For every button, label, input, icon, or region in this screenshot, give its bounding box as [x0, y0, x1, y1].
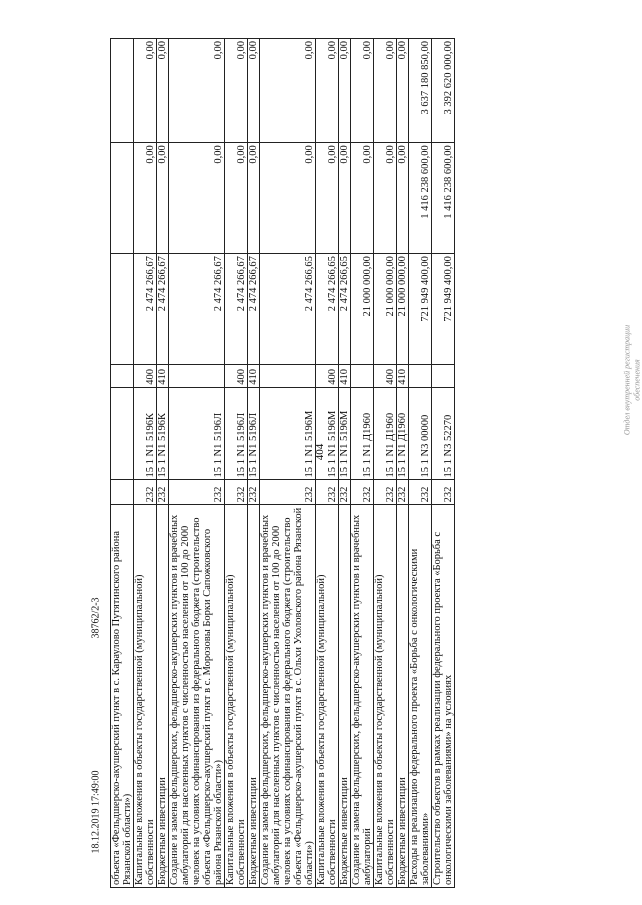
row-ministry-code: 232: [157, 480, 169, 505]
row-expense-type: [260, 365, 316, 388]
row-amount-2021: 0,00: [374, 143, 397, 254]
row-expense-type: 400: [134, 365, 157, 388]
row-expense-type: 410: [397, 365, 409, 388]
row-expense-type: 400: [316, 365, 339, 388]
row-ministry-code: 232: [351, 480, 374, 505]
row-amount-2020: 2 474 266,67: [157, 254, 169, 365]
row-target-code: 15 1 N1 5196М: [339, 387, 351, 480]
row-ministry-code: 232: [248, 480, 260, 505]
row-expense-type: 400: [374, 365, 397, 388]
table-row: [374, 39, 397, 888]
row-amount-2022: 0,00: [339, 39, 351, 143]
page-number: 404: [314, 443, 326, 461]
row-amount-2022: 0,00: [248, 39, 260, 143]
table-row: [409, 39, 432, 888]
row-target-code: 15 1 N3 00000: [409, 387, 432, 480]
row-amount-2021: 0,00: [339, 143, 351, 254]
row-amount-2022: 0,00: [351, 39, 374, 143]
row-target-code: 15 1 N1 5196Л: [225, 387, 248, 480]
row-amount-2022: 0,00: [316, 39, 339, 143]
row-ministry-code: 232: [432, 480, 455, 505]
row-amount-2021: 0,00: [225, 143, 248, 254]
row-ministry-code: 232: [260, 480, 316, 505]
row-expense-type: [111, 365, 134, 388]
row-ministry-code: 232: [134, 480, 157, 505]
row-target-code: 15 1 N1 5196М: [260, 387, 316, 480]
row-target-code: 15 1 N1 5196К: [134, 387, 157, 480]
row-target-code: [111, 387, 134, 480]
row-target-code: 15 1 N1 Д1960: [374, 387, 397, 480]
row-amount-2020: 2 474 266,65: [339, 254, 351, 365]
row-expense-type: [169, 365, 225, 388]
table-row: [169, 39, 225, 888]
table-row: [397, 39, 409, 888]
row-description: Капитальные вложения в объекты государственной (муниципальной) собственности: [374, 505, 397, 888]
table-row: [134, 39, 157, 888]
row-expense-type: 410: [157, 365, 169, 388]
row-amount-2020: 721 949 400,00: [409, 254, 432, 365]
row-description: объекта «Фельдшерско-акушерский пункт в с. Карауловo Путятинского района Рязанской области»): [111, 505, 134, 888]
row-target-code: 15 1 N1 Д1960: [397, 387, 409, 480]
row-amount-2020: 721 949 400,00: [432, 254, 455, 365]
table-row: [157, 39, 169, 888]
row-amount-2022: 0,00: [157, 39, 169, 143]
row-ministry-code: 232: [169, 480, 225, 505]
row-ministry-code: 232: [225, 480, 248, 505]
row-description: Бюджетные инвестиции: [339, 505, 351, 888]
row-amount-2020: 2 474 266,67: [225, 254, 248, 365]
stamp-line-1: Отдел внутренней регистрации: [622, 324, 632, 436]
row-amount-2022: 0,00: [225, 39, 248, 143]
row-amount-2022: 0,00: [374, 39, 397, 143]
table-row: [316, 39, 339, 888]
row-expense-type: [351, 365, 374, 388]
row-ministry-code: 232: [339, 480, 351, 505]
row-description: Бюджетные инвестиции: [248, 505, 260, 888]
row-amount-2021: 1 416 238 600,00: [432, 143, 455, 254]
row-amount-2021: 0,00: [248, 143, 260, 254]
row-target-code: 15 1 N1 Д1960: [351, 387, 374, 480]
row-ministry-code: 232: [397, 480, 409, 505]
budget-table-body: [111, 39, 455, 888]
row-amount-2021: 0,00: [316, 143, 339, 254]
row-target-code: 15 1 N1 5196Л: [248, 387, 260, 480]
registration-stamp: [622, 325, 641, 435]
table-row: [432, 39, 455, 888]
row-amount-2021: 0,00: [351, 143, 374, 254]
row-amount-2022: 3 392 620 000,00: [432, 39, 455, 143]
row-amount-2022: 0,00: [397, 39, 409, 143]
row-amount-2020: 21 000 000,00: [351, 254, 374, 365]
row-description: Создание и замена фельдшерских, фельдшерско-акушерских пунктов и врачебных амбулаторий для населенных пунктов с численностью населения от 100 до 2000 человек на условиях софинансирования из федерального бюджета (строительство объекта «Фельдшерско-акушерский пункт в с. Ольхи Ухоловского района Рязанской области»): [260, 505, 316, 888]
footer-datetime: 18.12.2019 17:49:00: [90, 770, 102, 854]
row-target-code: 15 1 N3 52270: [432, 387, 455, 480]
row-amount-2021: 0,00: [260, 143, 316, 254]
row-ministry-code: 232: [409, 480, 432, 505]
row-amount-2021: 1 416 238 600,00: [409, 143, 432, 254]
row-amount-2020: 2 474 266,65: [316, 254, 339, 365]
row-expense-type: [409, 365, 432, 388]
row-amount-2020: [111, 254, 134, 365]
budget-table: [110, 38, 455, 888]
row-amount-2021: 0,00: [397, 143, 409, 254]
row-expense-type: 410: [339, 365, 351, 388]
row-amount-2022: [111, 39, 134, 143]
footer-doc-code: 38762/2-3: [90, 597, 102, 639]
row-amount-2021: 0,00: [169, 143, 225, 254]
table-row: [248, 39, 260, 888]
row-target-code: 15 1 N1 5196М: [316, 387, 339, 480]
row-target-code: 15 1 N1 5196К: [157, 387, 169, 480]
row-description: Создание и замена фельдшерских, фельдшерско-акушерских пунктов и врачебных амбулаторий: [351, 505, 374, 888]
rotated-budget-table-container: [110, 38, 580, 888]
row-amount-2021: 0,00: [134, 143, 157, 254]
row-description: Расходы на реализацию федерального проекта «Борьба с онкологическими заболеваниями»: [409, 505, 432, 888]
row-expense-type: 410: [248, 365, 260, 388]
row-ministry-code: [111, 480, 134, 505]
row-description: Бюджетные инвестиции: [157, 505, 169, 888]
row-amount-2021: [111, 143, 134, 254]
stamp-line-2: обеспечения: [632, 359, 641, 401]
row-description: Создание и замена фельдшерских, фельдшерско-акушерских пунктов и врачебных амбулаторий для населенных пунктов с численностью населения от 100 до 2000 человек на условиях софинансирования из федерального бюджета (строительство объекта «Фельдшерско-акушерский пункт в с. Морозовы Борки Сапожковского района Рязанской области»): [169, 505, 225, 888]
row-amount-2022: 0,00: [169, 39, 225, 143]
row-description: Строительство объектов в рамках реализации федерального проекта «Борьба с онкологическими заболеваниями» на условиях: [432, 505, 455, 888]
row-amount-2020: 2 474 266,65: [260, 254, 316, 365]
row-description: Капитальные вложения в объекты государственной (муниципальной) собственности: [225, 505, 248, 888]
row-amount-2022: 0,00: [134, 39, 157, 143]
table-row: [260, 39, 316, 888]
row-description: Капитальные вложения в объекты государственной (муниципальной) собственности: [316, 505, 339, 888]
row-target-code: 15 1 N1 5196Л: [169, 387, 225, 480]
table-row: [339, 39, 351, 888]
table-row: [111, 39, 134, 888]
row-ministry-code: 232: [316, 480, 339, 505]
table-row: [351, 39, 374, 888]
row-amount-2021: 0,00: [157, 143, 169, 254]
row-description: Бюджетные инвестиции: [397, 505, 409, 888]
row-amount-2022: 3 637 180 850,00: [409, 39, 432, 143]
row-expense-type: [432, 365, 455, 388]
row-amount-2020: 2 474 266,67: [248, 254, 260, 365]
row-amount-2020: 21 000 000,00: [397, 254, 409, 365]
row-amount-2020: 2 474 266,67: [134, 254, 157, 365]
row-description: Капитальные вложения в объекты государственной (муниципальной) собственности: [134, 505, 157, 888]
row-amount-2020: 2 474 266,67: [169, 254, 225, 365]
row-amount-2022: 0,00: [260, 39, 316, 143]
table-row: [225, 39, 248, 888]
row-amount-2020: 21 000 000,00: [374, 254, 397, 365]
row-expense-type: 400: [225, 365, 248, 388]
row-ministry-code: 232: [374, 480, 397, 505]
